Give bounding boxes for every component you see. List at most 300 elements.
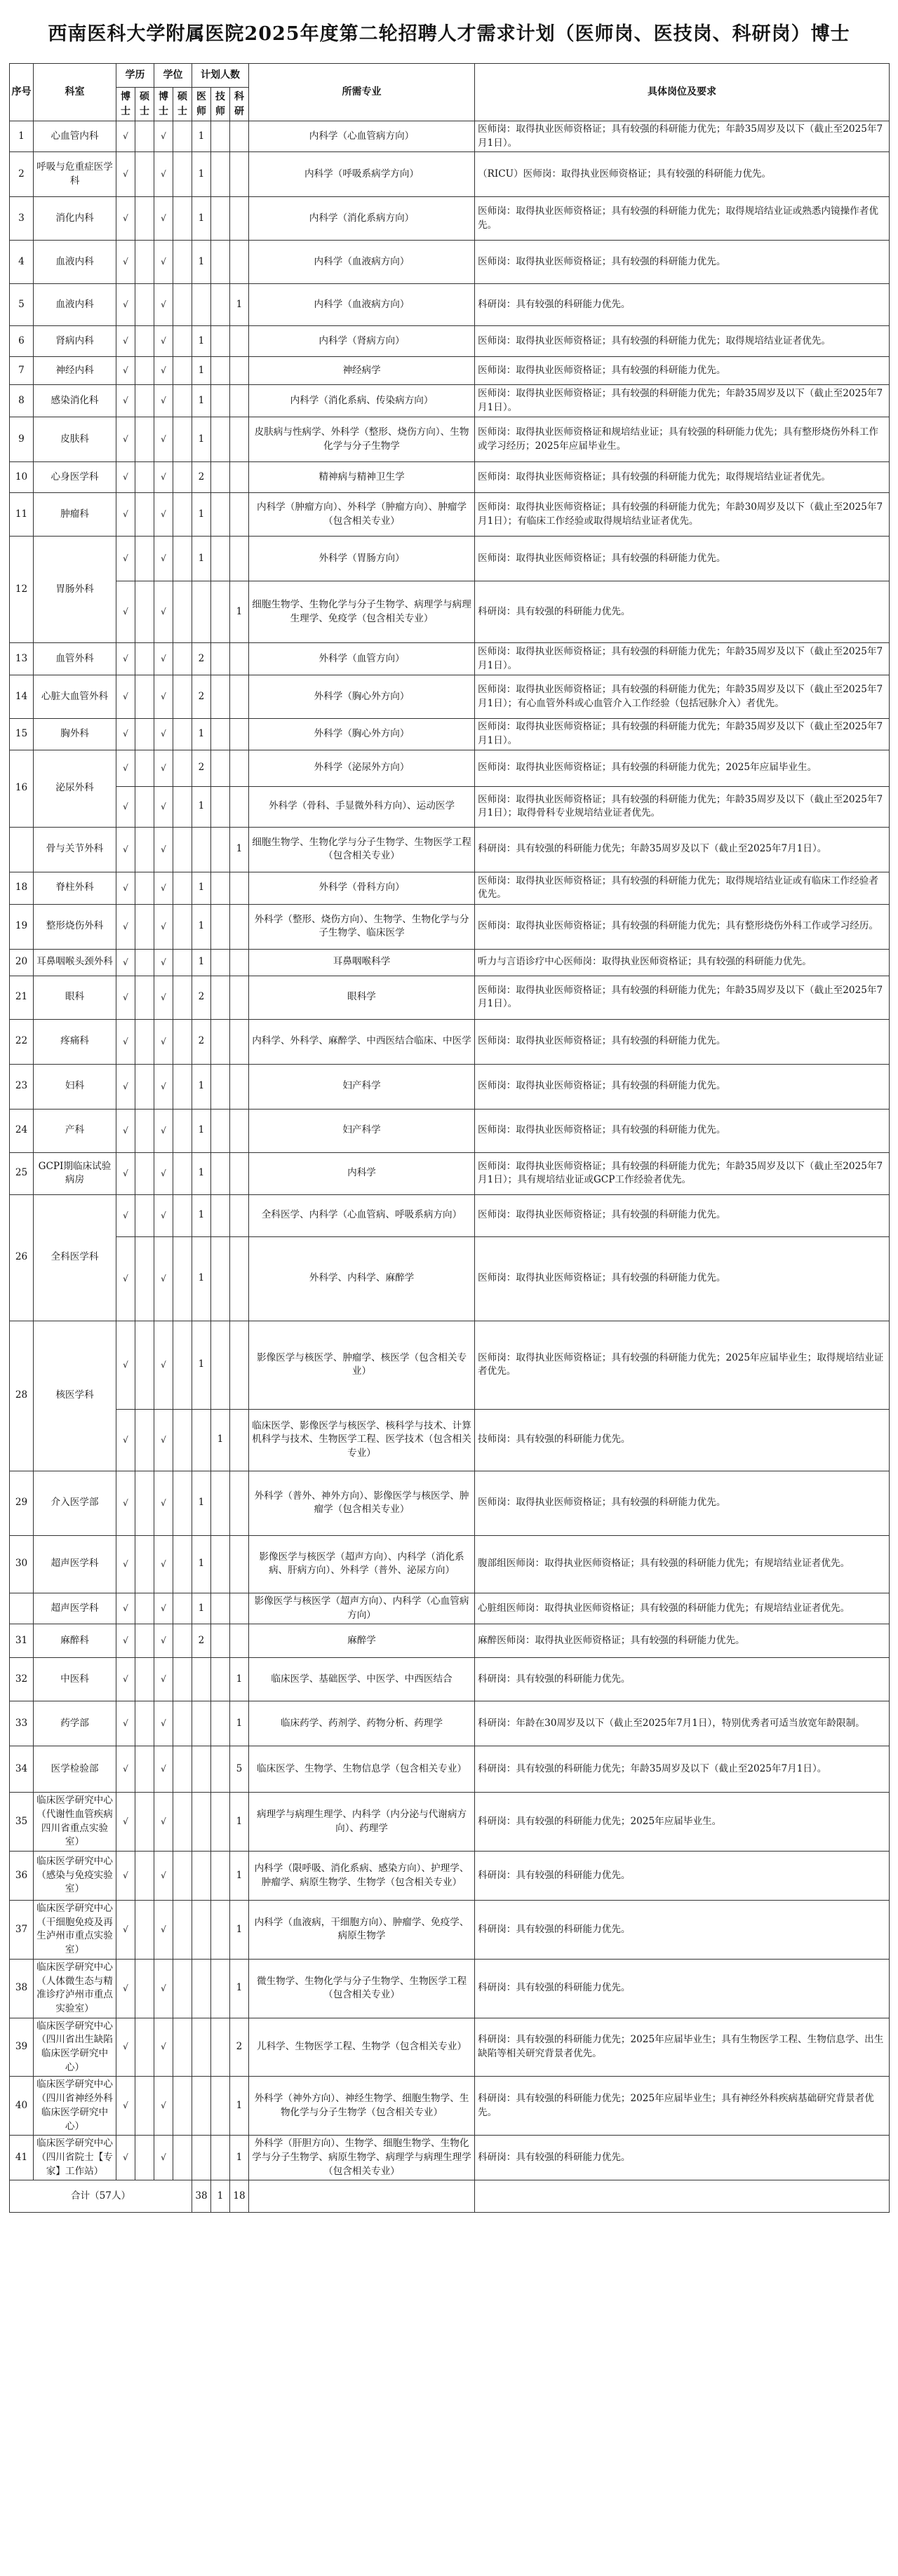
degree-check-phd: √ (154, 1409, 173, 1471)
row-number: 26 (10, 1194, 34, 1321)
position-requirements: 医师岗：取得执业医师资格证；具有较强的科研能力优先；年龄35周岁及以下（截止至2025年7月1日）。 (475, 121, 890, 152)
plan-tech-count (211, 1658, 230, 1701)
table-row (10, 872, 890, 904)
position-requirements: 医师岗：取得执业医师资格证；具有较强的科研能力优先。 (475, 1109, 890, 1152)
edu-check-phd: √ (116, 152, 135, 197)
required-major: 全科医学、内科学（心血管病、呼吸系病方向） (249, 1194, 475, 1236)
plan-tech-count (211, 949, 230, 976)
edu-check-phd: √ (116, 1852, 135, 1901)
dept-name: 产科 (34, 1109, 116, 1152)
plan-doctor-count: 1 (192, 326, 211, 357)
dept-name: 中医科 (34, 1658, 116, 1701)
degree-check-master (173, 121, 192, 152)
degree-check-master (173, 1064, 192, 1109)
required-major: 内科学、外科学、麻醉学、中西医结合临床、中医学 (249, 1019, 475, 1064)
degree-check-phd: √ (154, 581, 173, 643)
position-requirements: 科研岗：具有较强的科研能力优先。 (475, 581, 890, 643)
edu-check-phd: √ (116, 1109, 135, 1152)
dept-name: 皮肤科 (34, 417, 116, 462)
edu-check-master (135, 1109, 154, 1152)
plan-research-count (230, 949, 249, 976)
edu-check-phd: √ (116, 121, 135, 152)
degree-check-phd: √ (154, 675, 173, 719)
position-requirements: （RICU）医师岗：取得执业医师资格证；具有较强的科研能力优先。 (475, 152, 890, 197)
degree-check-master (173, 1852, 192, 1901)
row-number: 31 (10, 1624, 34, 1658)
plan-research-count (230, 1109, 249, 1152)
plan-doctor-count: 1 (192, 1535, 211, 1593)
table-row (10, 1624, 890, 1658)
degree-check-phd: √ (154, 1152, 173, 1194)
edu-check-phd: √ (116, 1152, 135, 1194)
plan-research-count (230, 1019, 249, 1064)
plan-research-count (230, 643, 249, 675)
dept-name: 麻醉科 (34, 1624, 116, 1658)
edu-check-phd: √ (116, 1064, 135, 1109)
edu-check-master (135, 1535, 154, 1593)
position-requirements: 医师岗：取得执业医师资格证；具有较强的科研能力优先；2025年应届毕业生。 (475, 750, 890, 786)
row-number: 12 (10, 537, 34, 643)
plan-doctor-count: 2 (192, 1624, 211, 1658)
row-number: 34 (10, 1746, 34, 1793)
table-row (10, 581, 890, 643)
total-label: 合计（57人） (10, 2180, 192, 2213)
plan-doctor-count (192, 2077, 211, 2136)
plan-tech-count (211, 1109, 230, 1152)
degree-check-phd: √ (154, 1658, 173, 1701)
position-requirements: 科研岗：具有较强的科研能力优先；2025年应届毕业生。 (475, 1793, 890, 1852)
table-row (10, 750, 890, 786)
position-requirements: 医师岗：取得执业医师资格证；具有较强的科研能力优先。 (475, 1236, 890, 1321)
row-number: 10 (10, 462, 34, 493)
position-requirements: 听力与言语诊疗中心医师岗：取得执业医师资格证；具有较强的科研能力优先。 (475, 949, 890, 976)
plan-tech-count (211, 417, 230, 462)
row-number: 8 (10, 385, 34, 417)
plan-doctor-count: 1 (192, 121, 211, 152)
plan-doctor-count: 1 (192, 786, 211, 827)
edu-check-phd: √ (116, 872, 135, 904)
row-number: 35 (10, 1793, 34, 1852)
plan-tech-count (211, 1535, 230, 1593)
dept-name: 骨与关节外科 (34, 827, 116, 872)
plan-research-count (230, 385, 249, 417)
edu-check-master (135, 904, 154, 949)
degree-check-phd: √ (154, 750, 173, 786)
position-requirements: 医师岗：取得执业医师资格证；具有较强的科研能力优先。 (475, 1194, 890, 1236)
dept-name: 临床医学研究中心（感染与免疫实验室） (34, 1852, 116, 1901)
plan-tech-count (211, 581, 230, 643)
required-major: 内科学（消化系病方向） (249, 197, 475, 241)
header-edu-master: 硕士 (135, 88, 154, 121)
plan-research-count (230, 197, 249, 241)
table-row (10, 1152, 890, 1194)
degree-check-phd: √ (154, 417, 173, 462)
plan-doctor-count: 1 (192, 1109, 211, 1152)
edu-check-phd: √ (116, 1194, 135, 1236)
dept-name: 临床医学研究中心（四川省院士【专家】工作站） (34, 2136, 116, 2180)
plan-tech-count (211, 786, 230, 827)
required-major: 内科学（血液病方向） (249, 241, 475, 284)
row-number (10, 827, 34, 872)
row-number: 41 (10, 2136, 34, 2180)
plan-tech-count (211, 1624, 230, 1658)
row-number: 6 (10, 326, 34, 357)
degree-check-phd: √ (154, 152, 173, 197)
degree-check-phd: √ (154, 1852, 173, 1901)
degree-check-master (173, 385, 192, 417)
required-major: 外科学、内科学、麻醉学 (249, 1236, 475, 1321)
degree-check-phd: √ (154, 326, 173, 357)
edu-check-phd: √ (116, 1746, 135, 1793)
plan-research-count (230, 1236, 249, 1321)
degree-check-master (173, 152, 192, 197)
required-major: 外科学（肝胆方向）、生物学、细胞生物学、生物化学与分子生物学、病原生物学、病理学与病理生理学（包含相关专业） (249, 2136, 475, 2180)
recruitment-plan-table (9, 63, 890, 2213)
row-number: 30 (10, 1535, 34, 1593)
position-requirements: 心脏组医师岗：取得执业医师资格证；具有较强的科研能力优先；有规培结业证者优先。 (475, 1593, 890, 1624)
required-major: 临床医学、基础医学、中医学、中西医结合 (249, 1658, 475, 1701)
plan-doctor-count: 1 (192, 197, 211, 241)
table-row (10, 357, 890, 385)
degree-check-master (173, 1109, 192, 1152)
edu-check-master (135, 1746, 154, 1793)
position-requirements: 医师岗：取得执业医师资格证；具有较强的科研能力优先；年龄35周岁及以下（截止至2025年7月1日）。 (475, 976, 890, 1019)
plan-doctor-count: 1 (192, 872, 211, 904)
required-major: 临床药学、药剂学、药物分析、药理学 (249, 1701, 475, 1746)
degree-check-phd: √ (154, 1535, 173, 1593)
plan-tech-count: 1 (211, 1409, 230, 1471)
dept-name: 超声医学科 (34, 1535, 116, 1593)
required-major: 细胞生物学、生物化学与分子生物学、生物医学工程（包含相关专业） (249, 827, 475, 872)
plan-tech-count (211, 1793, 230, 1852)
table-row (10, 493, 890, 537)
position-requirements: 医师岗：取得执业医师资格证；具有较强的科研能力优先；年龄30周岁及以下（截止至2025年7月1日）；有临床工作经验或取得规培结业证者优先。 (475, 493, 890, 537)
position-requirements: 医师岗：取得执业医师资格证；具有较强的科研能力优先。 (475, 241, 890, 284)
degree-check-master (173, 827, 192, 872)
edu-check-master (135, 284, 154, 326)
degree-check-phd: √ (154, 1471, 173, 1535)
plan-doctor-count: 1 (192, 904, 211, 949)
degree-check-phd: √ (154, 1959, 173, 2018)
dept-name: 心身医学科 (34, 462, 116, 493)
position-requirements: 麻醉医师岗：取得执业医师资格证；具有较强的科研能力优先。 (475, 1624, 890, 1658)
degree-check-phd: √ (154, 462, 173, 493)
dept-name: 血液内科 (34, 284, 116, 326)
plan-tech-count (211, 537, 230, 581)
table-row (10, 1064, 890, 1109)
plan-tech-count (211, 1959, 230, 2018)
required-major: 内科学（消化系病、传染病方向） (249, 385, 475, 417)
dept-name: 临床医学研究中心（四川省神经外科临床医学研究中心） (34, 2077, 116, 2136)
table-row (10, 1409, 890, 1471)
plan-tech-count (211, 284, 230, 326)
plan-tech-count (211, 1701, 230, 1746)
table-row (10, 675, 890, 719)
degree-check-phd: √ (154, 1064, 173, 1109)
dept-name: 耳鼻咽喉头颈外科 (34, 949, 116, 976)
header-plan-tech: 技师 (211, 88, 230, 121)
degree-check-master (173, 1746, 192, 1793)
plan-tech-count (211, 827, 230, 872)
degree-check-phd: √ (154, 1321, 173, 1409)
plan-research-count: 1 (230, 581, 249, 643)
plan-research-count (230, 1593, 249, 1624)
row-number: 21 (10, 976, 34, 1019)
position-requirements: 科研岗：具有较强的科研能力优先。 (475, 2136, 890, 2180)
plan-doctor-count (192, 1901, 211, 1960)
edu-check-phd: √ (116, 1019, 135, 1064)
edu-check-master (135, 326, 154, 357)
table-header (10, 64, 890, 121)
degree-check-master (173, 976, 192, 1019)
degree-check-phd: √ (154, 976, 173, 1019)
table-row (10, 1959, 890, 2018)
total-doctor: 38 (192, 2180, 211, 2213)
plan-research-count: 1 (230, 827, 249, 872)
header-edu: 学历 (116, 64, 154, 88)
row-number: 23 (10, 1064, 34, 1109)
degree-check-master (173, 1959, 192, 2018)
row-number: 19 (10, 904, 34, 949)
table-row (10, 417, 890, 462)
document-page (9, 6, 889, 2213)
plan-tech-count (211, 326, 230, 357)
plan-research-count (230, 719, 249, 750)
total-major-empty (249, 2180, 475, 2213)
degree-check-phd: √ (154, 385, 173, 417)
degree-check-phd: √ (154, 121, 173, 152)
table-row (10, 1746, 890, 1793)
edu-check-master (135, 2077, 154, 2136)
dept-name: 整形烧伤外科 (34, 904, 116, 949)
edu-check-phd: √ (116, 357, 135, 385)
plan-doctor-count (192, 1793, 211, 1852)
row-number: 1 (10, 121, 34, 152)
edu-check-master (135, 949, 154, 976)
dept-name: 医学检验部 (34, 1746, 116, 1793)
header-edu-phd: 博士 (116, 88, 135, 121)
plan-doctor-count: 2 (192, 750, 211, 786)
plan-research-count: 1 (230, 2136, 249, 2180)
required-major: 精神病与精神卫生学 (249, 462, 475, 493)
edu-check-master (135, 1152, 154, 1194)
plan-research-count: 5 (230, 1746, 249, 1793)
dept-name: 消化内科 (34, 197, 116, 241)
degree-check-master (173, 750, 192, 786)
degree-check-phd: √ (154, 1593, 173, 1624)
degree-check-master (173, 462, 192, 493)
required-major: 内科学（肿瘤方向）、外科学（肿瘤方向）、肿瘤学（包含相关专业） (249, 493, 475, 537)
header-degree: 学位 (154, 64, 192, 88)
degree-check-phd: √ (154, 1701, 173, 1746)
position-requirements: 科研岗：具有较强的科研能力优先。 (475, 284, 890, 326)
plan-tech-count (211, 1321, 230, 1409)
plan-tech-count (211, 1852, 230, 1901)
dept-name: 胸外科 (34, 719, 116, 750)
row-number: 33 (10, 1701, 34, 1746)
degree-check-master (173, 719, 192, 750)
edu-check-master (135, 152, 154, 197)
degree-check-phd: √ (154, 719, 173, 750)
plan-tech-count (211, 1746, 230, 1793)
plan-research-count (230, 1624, 249, 1658)
plan-doctor-count (192, 2136, 211, 2180)
plan-doctor-count (192, 1746, 211, 1793)
required-major: 外科学（骨科、手显微外科方向）、运动医学 (249, 786, 475, 827)
plan-doctor-count: 1 (192, 357, 211, 385)
plan-tech-count (211, 241, 230, 284)
degree-check-master (173, 417, 192, 462)
header-plan: 计划人数 (192, 64, 249, 88)
required-major: 临床医学、生物学、生物信息学（包含相关专业） (249, 1746, 475, 1793)
header-plan-doctor: 医师 (192, 88, 211, 121)
position-requirements: 医师岗：取得执业医师资格证；具有较强的科研能力优先；取得规培结业证或有临床工作经验者优先。 (475, 872, 890, 904)
edu-check-phd: √ (116, 1535, 135, 1593)
edu-check-master (135, 385, 154, 417)
table-row (10, 152, 890, 197)
plan-research-count (230, 357, 249, 385)
table-row (10, 326, 890, 357)
edu-check-phd: √ (116, 904, 135, 949)
table-row (10, 1471, 890, 1535)
position-requirements: 医师岗：取得执业医师资格证；具有较强的科研能力优先。 (475, 1019, 890, 1064)
degree-check-master (173, 1321, 192, 1409)
table-row (10, 1236, 890, 1321)
edu-check-master (135, 1409, 154, 1471)
required-major: 临床医学、影像医学与核医学、核科学与技术、计算机科学与技术、生物医学工程、医学技术（包含相关专业） (249, 1409, 475, 1471)
edu-check-phd: √ (116, 1593, 135, 1624)
degree-check-phd: √ (154, 949, 173, 976)
position-requirements: 医师岗：取得执业医师资格证；具有较强的科研能力优先；取得规培结业证或熟悉内镜操作者优先。 (475, 197, 890, 241)
edu-check-master (135, 493, 154, 537)
degree-check-master (173, 1793, 192, 1852)
plan-research-count (230, 1194, 249, 1236)
required-major: 外科学（血管方向） (249, 643, 475, 675)
dept-name: 泌尿外科 (34, 750, 116, 827)
edu-check-phd: √ (116, 1321, 135, 1409)
required-major: 外科学（普外、神外方向）、影像医学与核医学、肿瘤学（包含相关专业） (249, 1471, 475, 1535)
row-number: 24 (10, 1109, 34, 1152)
plan-doctor-count: 1 (192, 1321, 211, 1409)
plan-research-count (230, 872, 249, 904)
required-major: 妇产科学 (249, 1109, 475, 1152)
plan-research-count (230, 326, 249, 357)
degree-check-master (173, 1535, 192, 1593)
degree-check-phd: √ (154, 2136, 173, 2180)
edu-check-phd: √ (116, 2077, 135, 2136)
table-row (10, 121, 890, 152)
position-requirements: 科研岗：具有较强的科研能力优先。 (475, 1901, 890, 1960)
dept-name: GCPⅠ期临床试验病房 (34, 1152, 116, 1194)
plan-tech-count (211, 121, 230, 152)
position-requirements: 科研岗：具有较强的科研能力优先；年龄35周岁及以下（截止至2025年7月1日）。 (475, 1746, 890, 1793)
edu-check-phd: √ (116, 197, 135, 241)
edu-check-phd: √ (116, 241, 135, 284)
position-requirements: 医师岗：取得执业医师资格证；具有较强的科研能力优先。 (475, 537, 890, 581)
degree-check-master (173, 284, 192, 326)
edu-check-master (135, 1852, 154, 1901)
plan-research-count (230, 462, 249, 493)
plan-doctor-count: 1 (192, 1064, 211, 1109)
plan-research-count (230, 1321, 249, 1409)
dept-name: 全科医学科 (34, 1194, 116, 1321)
edu-check-phd: √ (116, 581, 135, 643)
table-row (10, 462, 890, 493)
plan-research-count (230, 786, 249, 827)
header-req: 具体岗位及要求 (475, 64, 890, 121)
degree-check-phd: √ (154, 1019, 173, 1064)
row-number: 37 (10, 1901, 34, 1960)
required-major: 外科学（泌尿外方向） (249, 750, 475, 786)
plan-research-count: 2 (230, 2018, 249, 2077)
degree-check-phd: √ (154, 786, 173, 827)
table-row (10, 1194, 890, 1236)
plan-research-count (230, 1409, 249, 1471)
position-requirements: 医师岗：取得执业医师资格证；具有较强的科研能力优先。 (475, 357, 890, 385)
row-number: 7 (10, 357, 34, 385)
row-number: 22 (10, 1019, 34, 1064)
row-number: 14 (10, 675, 34, 719)
degree-check-master (173, 643, 192, 675)
dept-name: 临床医学研究中心（干细胞免疫及再生泸州市重点实验室） (34, 1901, 116, 1960)
row-number: 16 (10, 750, 34, 827)
row-number: 9 (10, 417, 34, 462)
degree-check-phd: √ (154, 537, 173, 581)
dept-name: 核医学科 (34, 1321, 116, 1471)
edu-check-phd: √ (116, 949, 135, 976)
table-row (10, 2136, 890, 2180)
edu-check-master (135, 1194, 154, 1236)
table-row (10, 197, 890, 241)
row-number: 5 (10, 284, 34, 326)
plan-doctor-count: 2 (192, 976, 211, 1019)
degree-check-master (173, 675, 192, 719)
row-number: 4 (10, 241, 34, 284)
row-number: 32 (10, 1658, 34, 1701)
required-major: 细胞生物学、生物化学与分子生物学、病理学与病理生理学、免疫学（包含相关专业） (249, 581, 475, 643)
edu-check-master (135, 417, 154, 462)
required-major: 皮肤病与性病学、外科学（整形、烧伤方向）、生物化学与分子生物学 (249, 417, 475, 462)
required-major: 内科学（肾病方向） (249, 326, 475, 357)
row-number: 40 (10, 2077, 34, 2136)
degree-check-phd: √ (154, 827, 173, 872)
edu-check-phd: √ (116, 1624, 135, 1658)
edu-check-phd: √ (116, 462, 135, 493)
degree-check-phd: √ (154, 2018, 173, 2077)
required-major: 外科学（胸心外方向） (249, 719, 475, 750)
edu-check-phd: √ (116, 537, 135, 581)
plan-research-count: 1 (230, 1793, 249, 1852)
dept-name: 神经内科 (34, 357, 116, 385)
edu-check-master (135, 1471, 154, 1535)
plan-doctor-count: 1 (192, 385, 211, 417)
table-row (10, 1901, 890, 1960)
edu-check-master (135, 719, 154, 750)
edu-check-phd: √ (116, 786, 135, 827)
edu-check-master (135, 750, 154, 786)
row-number: 28 (10, 1321, 34, 1471)
table-row (10, 1658, 890, 1701)
plan-doctor-count: 2 (192, 1019, 211, 1064)
required-major: 麻醉学 (249, 1624, 475, 1658)
plan-tech-count (211, 493, 230, 537)
plan-tech-count (211, 2136, 230, 2180)
plan-doctor-count: 1 (192, 537, 211, 581)
dept-name: 临床医学研究中心（代谢性血管疾病四川省重点实验室） (34, 1793, 116, 1852)
plan-research-count: 1 (230, 1701, 249, 1746)
edu-check-phd: √ (116, 643, 135, 675)
header-deg-master: 硕士 (173, 88, 192, 121)
